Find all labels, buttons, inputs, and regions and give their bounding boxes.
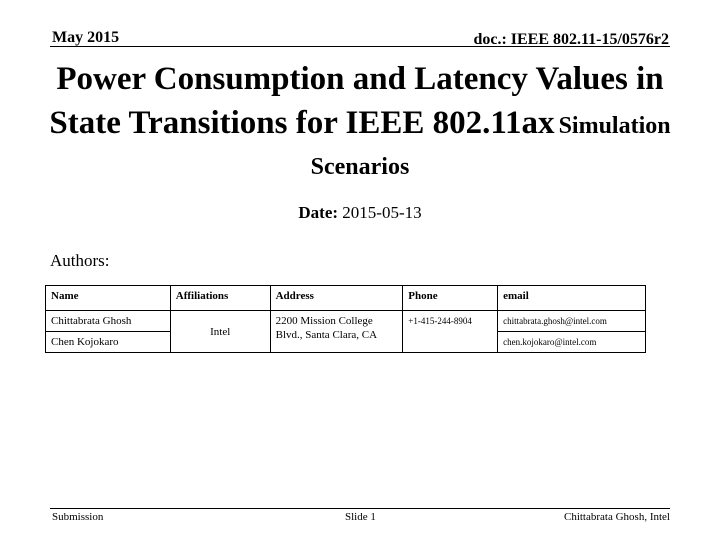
date-line bbox=[0, 203, 720, 223]
column-header-phone: Phone bbox=[403, 286, 498, 311]
table-header-row bbox=[46, 286, 646, 311]
header-doc-id: doc.: IEEE 802.11-15/0576r2 bbox=[473, 31, 669, 48]
header-date: May 2015 bbox=[52, 29, 120, 46]
authors-label: Authors: bbox=[50, 251, 110, 270]
column-header-address: Address bbox=[270, 286, 403, 311]
table-row bbox=[46, 311, 646, 332]
author-email: chittabrata.ghosh@intel.com bbox=[498, 311, 646, 332]
title-sub: Simulation Scenarios bbox=[310, 113, 671, 180]
author-affiliation: Intel bbox=[170, 311, 270, 353]
authors-table bbox=[45, 285, 646, 353]
date-value: 2015-05-13 bbox=[342, 203, 422, 222]
author-name: Chittabrata Ghosh bbox=[46, 311, 171, 332]
column-header-affiliations: Affiliations bbox=[170, 286, 270, 311]
slide-title bbox=[20, 60, 700, 189]
footer-author: Chittabrata Ghosh, Intel bbox=[563, 511, 670, 523]
footer-divider bbox=[50, 508, 670, 509]
footer-slide-number: Slide 1 bbox=[345, 511, 376, 523]
column-header-email: email bbox=[498, 286, 646, 311]
column-header-name: Name bbox=[46, 286, 171, 311]
date-label: Date: bbox=[298, 203, 339, 222]
title-main: Power Consumption and Latency Values in State Transitions for IEEE 802.11ax bbox=[49, 61, 664, 141]
footer-submission: Submission bbox=[52, 511, 104, 523]
header-divider bbox=[50, 46, 670, 47]
author-phone: +1-415-244-8904 bbox=[403, 311, 498, 353]
author-name: Chen Kojokaro bbox=[46, 332, 171, 353]
author-address: 2200 Mission College Blvd., Santa Clara, CA bbox=[270, 311, 403, 353]
author-email: chen.kojokaro@intel.com bbox=[498, 332, 646, 353]
